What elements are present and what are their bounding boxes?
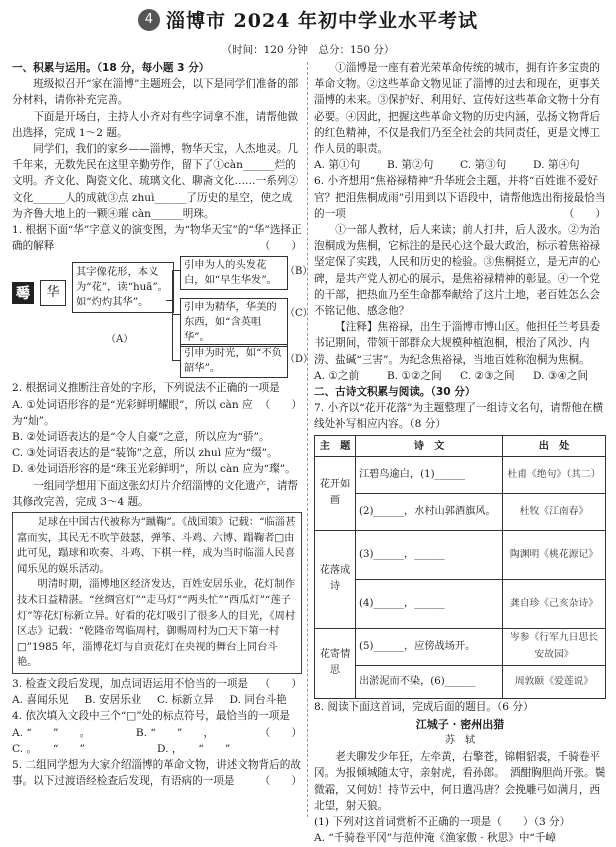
q4-options-row-2 (12, 741, 302, 757)
table-cell-theme: 花落成诗 (315, 530, 356, 628)
q6-option-a: A. ①之前 (314, 369, 360, 382)
q2-option-b: B. ②处词语表达的是“令人自豪”之意，所以应为“骄”。 (12, 431, 270, 444)
intro-paragraph: 班级拟召开“家在淄博”主题班会，以下是同学们准备的部分材料，请你补充完善。 (12, 78, 299, 107)
q4-options-row-1 (12, 725, 260, 741)
table-cell-source: 杜牧《江南春》 (503, 493, 606, 530)
table-row (315, 530, 606, 579)
table-cell-source: 周敦颐《爱莲说》 (503, 665, 606, 698)
section-1-heading: 一、积累与运用。（18 分，每小题 3 分） (12, 62, 210, 74)
q4-option-b: B. “ ” ， (135, 726, 215, 739)
table-row (315, 579, 606, 628)
option-b-label: （B） (285, 266, 313, 278)
option-c-label: （C） (285, 308, 313, 320)
q6-options (314, 368, 606, 384)
speech-paragraph: 同学们，我们的家乡——淄博，物华天宝，人杰地灵。几千年来，无数先民在这里辛勤劳作，留下了①càn______烂的文明。齐文化、陶瓷文化、琉璃文化、聊斋文化……一系列②文化______人的成就③点 zhuì______了历史的星空，使之成为齐鲁大地上的一颗④璀 càn______明珠。 (12, 143, 299, 220)
table-cell-text[interactable]: (3)______，______ (356, 530, 503, 579)
q3-option-b: B. 安居乐业 (84, 694, 142, 707)
q6-option-c: C. ②③之间 (460, 369, 515, 382)
q5-passage: ①淄博是一座有着光荣革命传统的城市，拥有许多宝贵的革命文物。②这些革命文物见证了淄博的过去和现在，更事关淄博的未来。③保护好、利用好、宣传好这些革命文物十分有必要。④因此，把握这些革命文物的历史内涵，弘扬文物背后的红色精神，不仅是我们乃至全社会的共同责任，更是文博工作人员的职责。 (314, 62, 601, 156)
hua-character-box: 华 (40, 280, 66, 306)
q2-option-d: D. ④处词语形容的是“珠玉光彩鲜明”，所以 càn 应为“璨”。 (12, 463, 296, 476)
meaning-box-d: 引申为时光，如“不负韶华”。 (180, 344, 288, 378)
table-cell-text[interactable]: 出淤泥而不染，(6)______ (356, 665, 503, 698)
q3-option-a: A. 喜闻乐见 (12, 694, 69, 707)
left-column (12, 60, 314, 789)
q6-note: 【注释】焦裕禄，出生于淄博市博山区。他担任兰考县委书记期间，带领干部群众大规模种植泡桐，根治了风沙、内涝、盐碱“三害”。为纪念焦裕禄，当地百姓称泡桐为焦桐。 (314, 321, 601, 366)
option-d-label: （D） (285, 354, 314, 366)
exam-number-badge: 4 (138, 9, 160, 31)
question-1: 1. 根据下面“华”字意义的演变图，为“物华天宝”的“华”选择正确的解释 （ ） (12, 224, 302, 253)
table-header-theme: 主 题 (315, 435, 356, 456)
q4-option-d: D. ， “ ” (157, 742, 231, 755)
exam-header (0, 6, 616, 33)
slide-paragraph-1: 足球在中国古代被称为“蹴鞠”。《战国策》记载：“临淄甚富而实，其民无不吹竽鼓瑟，弹筝、斗鸡、六博、蹋鞠者□由此可见，蹋球和吹奏、斗鸡、下棋一样，成为当时临淄人民喜闻乐见的娱乐活动。 (17, 516, 296, 575)
connector-line (172, 360, 180, 361)
table-row (315, 493, 606, 530)
intro-paragraph-2: 下面是开场白，主持人小齐对有些字词拿不准，请帮他做出选择，完成 1～2 题。 (12, 110, 299, 139)
table-cell-text[interactable]: (2)______，水村山郭酒旗风。 (356, 493, 503, 530)
slide-text-box (12, 512, 302, 674)
slide-paragraph-2: 明清时期，淄博地区经济发达，百姓安居乐业，花灯制作技术日益精湛。“丝绸宫灯”“走马灯”“两头忙”“西瓜灯”“莲子灯”等花灯标新立异。好看的花灯吸引了很多人的目光，《周村区志》记载：“乾隆帝驾临周村，御赐周村为□天下第一村□”1985 年，淄博花灯与自贡花灯在央视的舞台上同台斗艳。 (17, 578, 296, 669)
connector-line (172, 270, 173, 360)
q5-options (314, 157, 606, 173)
table-cell-source: 陶渊明《桃花源记》 (503, 530, 606, 579)
column-divider (307, 62, 308, 817)
question-5: 5. 二组同学想为大家介绍淄博的革命文物，讲述文物背后的故事。以下过渡语经检查后发现，有语病的一项是 （ ） (12, 759, 302, 788)
table-cell-text[interactable]: (4)______，______ (356, 579, 503, 628)
poem-title: 江城子 · 密州出猎 (415, 717, 505, 731)
q4-option-c: C. 。 “ ” (12, 742, 85, 755)
poem-author: 苏 轼 (445, 735, 475, 747)
question-6: 6. 小齐想用“焦裕禄精神”升华班会主题，并将“百姓谁不爱好官？把泪焦桐成雨”引用到以下语段中，请帮他选出衔接最恰当的一项 （ ） (314, 175, 606, 220)
connector-line (172, 314, 180, 315)
question-3: 3. 检查文段后发现，加点词语运用不恰当的一项是 （ ） (12, 678, 302, 690)
meaning-box-b: 引申为人的头发花白，如“早生华发”。 (180, 256, 288, 290)
section-2-heading: 二、古诗文积累与阅读。（30 分） (314, 386, 476, 399)
table-row (315, 628, 606, 665)
hua-evolution-diagram (12, 256, 314, 380)
q2-option-c: C. ③处词语表达的是“装饰”之意，所以 zhuì 应为“缀”。 (12, 447, 278, 460)
q5-option-b: B. 第②句 (387, 159, 434, 172)
original-meaning-box: 其字像花形，本义为“花”，读“huā”。如“灼灼其华”。 (72, 262, 174, 313)
question-4: 4. 依次填入文段中三个“□”处的标点符号，最恰当的一项是 （ ） (12, 710, 302, 739)
table-cell-text[interactable]: (5)______，应傍战场开。 (356, 628, 503, 665)
meaning-box-c: 引申为精华，华美的东西，如“含英咀华”。 (180, 298, 288, 347)
exam-subtitle: （时间：120 分钟 总分：150 分） (221, 44, 395, 56)
table-cell-source: 杜甫《绝句》（其二） (503, 456, 606, 493)
q2-option-a: A. ①处词语形容的是“光彩鲜明耀眼”，所以 càn 应为“灿”。 (12, 398, 253, 427)
table-row (315, 456, 606, 493)
connector-line (166, 300, 172, 301)
q8-subquestion-1: (1) 下列对这首词赏析不正确的一项是（ ）（3 分） (314, 816, 571, 829)
q5-option-c: C. 第③句 (460, 159, 507, 172)
q6-passage: ①一部人教材，后人来读；前人打井，后人汲水。②为治泡桐成为焦桐，它标注的是民心这个最大政治，标示着焦裕禄坚定保了实践，人民和历史的检验。③焦桐挺立，是无声的心碑，是共产党人初心的展示，是焦裕禄精神的彰显。④一个党的干部，把热血乃至生命都奉献给了这片土地，老百姓怎么会不铭记他、感念他？ (314, 224, 601, 318)
q3-option-d: D. 同台斗艳 (229, 694, 287, 707)
table-cell-theme: 花开如画 (315, 456, 356, 530)
q3-options (12, 692, 302, 708)
q3-option-c: C. 标新立异 (157, 694, 214, 707)
table-cell-source: 岑参《行军九日思长安故园》 (503, 628, 606, 665)
intro-paragraph-3: 一组同学想用下面这张幻灯片介绍淄博的文化遗产，请帮其修改完善，完成 3～4 题。 (12, 479, 299, 508)
right-column (314, 60, 606, 847)
table-cell-text[interactable]: 江碧鸟逾白，(1)______ (356, 456, 503, 493)
table-cell-theme: 花寄情思 (315, 628, 356, 698)
question-8: 8. 阅读下面这首词，完成后面的题目。（6 分） (314, 700, 534, 713)
table-row (315, 665, 606, 698)
q8-option-a: A. “千骑卷平冈”与范仲淹《渔家傲 · 秋思》中“千嶂 (314, 832, 557, 845)
connector-line (172, 270, 180, 271)
question-2: 2. 根据词义推断注音处的字形，下列说法不正确的一项是 （ ） (12, 382, 302, 411)
poem-text: 老夫聊发少年狂，左牵黄，右擎苍，锦帽貂裘，千骑卷平冈。为报倾城随太守，亲射虎，看孙郎。 酒酣胸胆尚开张。鬓微霜，又何妨！持节云中，何日遣冯唐？会挽雕弓如满月，西北望，射天狼。 (314, 751, 606, 812)
poetry-table (314, 435, 606, 699)
seal-script-glyph: 𠌶 (12, 282, 34, 304)
exam-title: 淄博市 2024 年初中学业水平考试 (165, 10, 479, 32)
table-header-row (315, 435, 606, 456)
q6-option-b: B. ①②之间 (387, 369, 442, 382)
q5-option-d: D. 第④句 (533, 159, 580, 172)
table-header-source: 出 处 (503, 435, 606, 456)
q4-option-a: A. “ ” 。 (12, 726, 91, 739)
option-a-label: （A） (106, 334, 134, 346)
q5-option-a: A. 第①句 (314, 159, 361, 172)
q6-option-d: D. ③④之间 (533, 369, 589, 382)
question-7: 7. 小齐以“花开花落”为主题整理了一组诗文名句，请帮他在横线处补写相应内容。（8 分） (314, 402, 604, 431)
table-cell-source: 龚自珍《己亥杂诗》 (503, 579, 606, 628)
table-header-text: 诗 文 (356, 435, 503, 456)
